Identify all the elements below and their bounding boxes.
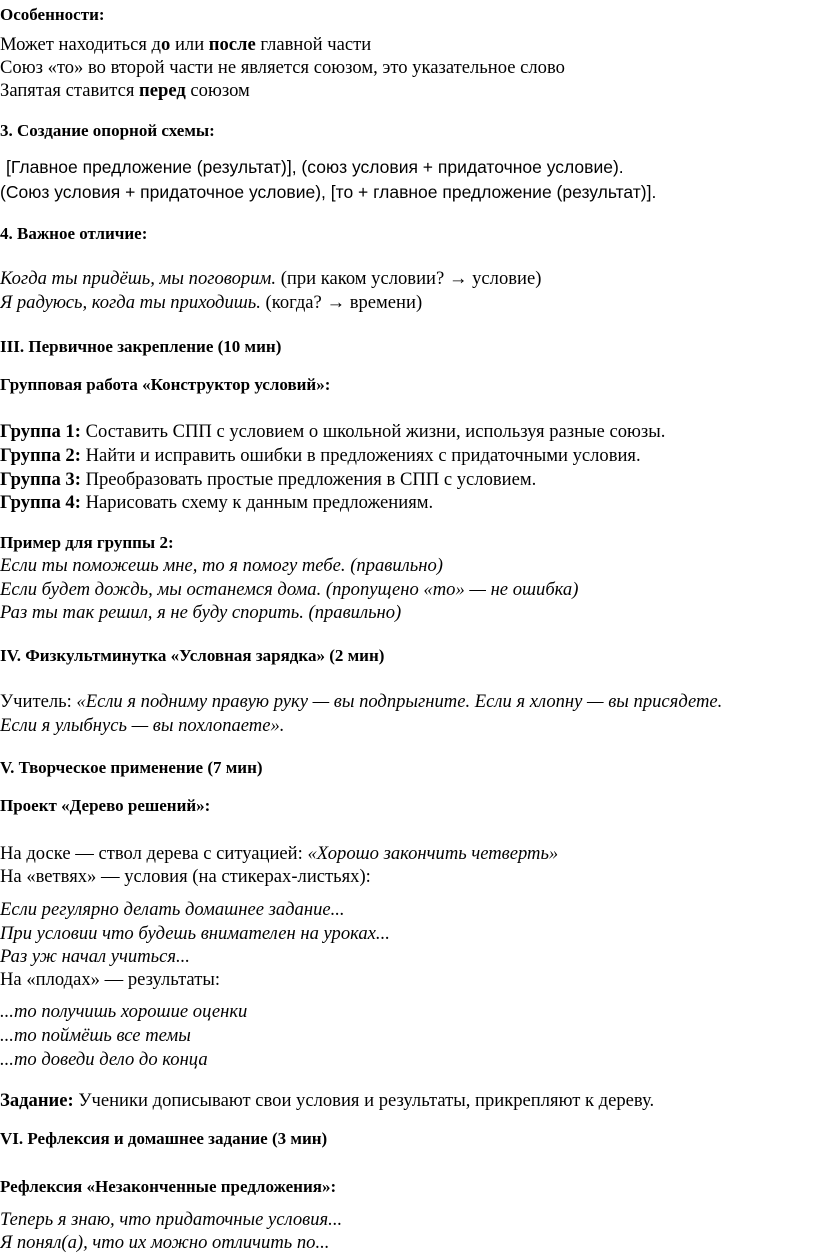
condition-line: Если регулярно делать домашнее задание... (0, 899, 345, 920)
section-3-heading: III. Первичное закрепление (10 мин) (0, 337, 282, 356)
result-line: ...то поймёшь все темы (0, 1025, 191, 1046)
group-item: Группа 2: Найти и исправить ошибки в предложениях с придаточными условия. (0, 445, 641, 466)
project-heading: Проект «Дерево решений»: (0, 796, 211, 815)
group-item: Группа 4: Нарисовать схему к данным предложениям. (0, 492, 434, 513)
group-item: Группа 1: Составить СПП с условием о школьной жизни, используя разные союзы. (0, 421, 666, 442)
condition-line: Раз уж начал учиться... (0, 946, 190, 967)
condition-line: При условии что будешь внимателен на уроках... (0, 923, 390, 944)
features-line-2: Союз «то» во второй части не является союзом, это указательное слово (0, 57, 565, 78)
teacher-quote-line-2: Если я улыбнусь — вы похлопаете». (0, 715, 285, 736)
difference-example-2: Я радуюсь, когда ты приходишь. (когда? → времени) (0, 292, 423, 313)
branches-intro: На «ветвях» — условия (на стикерах-листьях): (0, 866, 371, 887)
schema-heading: 3. Создание опорной схемы: (0, 121, 215, 140)
example-line: Раз ты так решил, я не буду спорить. (правильно) (0, 602, 402, 623)
difference-heading: 4. Важное отличие: (0, 224, 148, 243)
section-4-heading: IV. Физкультминутка «Условная зарядка» (2 мин) (0, 646, 385, 665)
reflection-line: Теперь я знаю, что придаточные условия... (0, 1209, 343, 1230)
teacher-quote-line-1: Учитель: «Если я подниму правую руку — вы подпрыгните. Если я хлопну — вы присядете. (0, 691, 723, 712)
section-5-heading: V. Творческое применение (7 мин) (0, 758, 263, 777)
features-heading: Особенности: (0, 5, 105, 24)
result-line: ...то доведи дело до конца (0, 1049, 208, 1070)
features-line-3: Запятая ставится перед союзом (0, 80, 250, 101)
example-heading: Пример для группы 2: (0, 533, 174, 552)
group-item: Группа 3: Преобразовать простые предложения в СПП с условием. (0, 469, 537, 490)
difference-example-1: Когда ты придёшь, мы поговорим. (при каком условии? → условие) (0, 268, 542, 289)
reflection-line: Я понял(а), что их можно отличить по... (0, 1232, 330, 1253)
trunk-line: На доске — ствол дерева с ситуацией: «Хорошо закончить четверть» (0, 843, 559, 864)
reflection-heading: Рефлексия «Незаконченные предложения»: (0, 1177, 337, 1196)
section-6-heading: VI. Рефлексия и домашнее задание (3 мин) (0, 1129, 328, 1148)
result-line: ...то получишь хорошие оценки (0, 1001, 248, 1022)
example-line: Если ты поможешь мне, то я помогу тебе. (правильно) (0, 555, 443, 576)
schema-line-1: [Главное предложение (результат)], (союз условия + придаточное условие). (6, 157, 624, 177)
group-work-heading: Групповая работа «Конструктор условий»: (0, 375, 331, 394)
fruits-intro: На «плодах» — результаты: (0, 969, 220, 990)
features-line-1: Может находиться до или после главной части (0, 34, 372, 55)
schema-line-2: (Союз условия + придаточное условие), [то + главное предложение (результат)]. (0, 182, 657, 202)
example-line: Если будет дождь, мы останемся дома. (пропущено «то» — не ошибка) (0, 579, 579, 600)
task-line: Задание: Ученики дописывают свои условия и результаты, прикрепляют к дереву. (0, 1090, 655, 1111)
